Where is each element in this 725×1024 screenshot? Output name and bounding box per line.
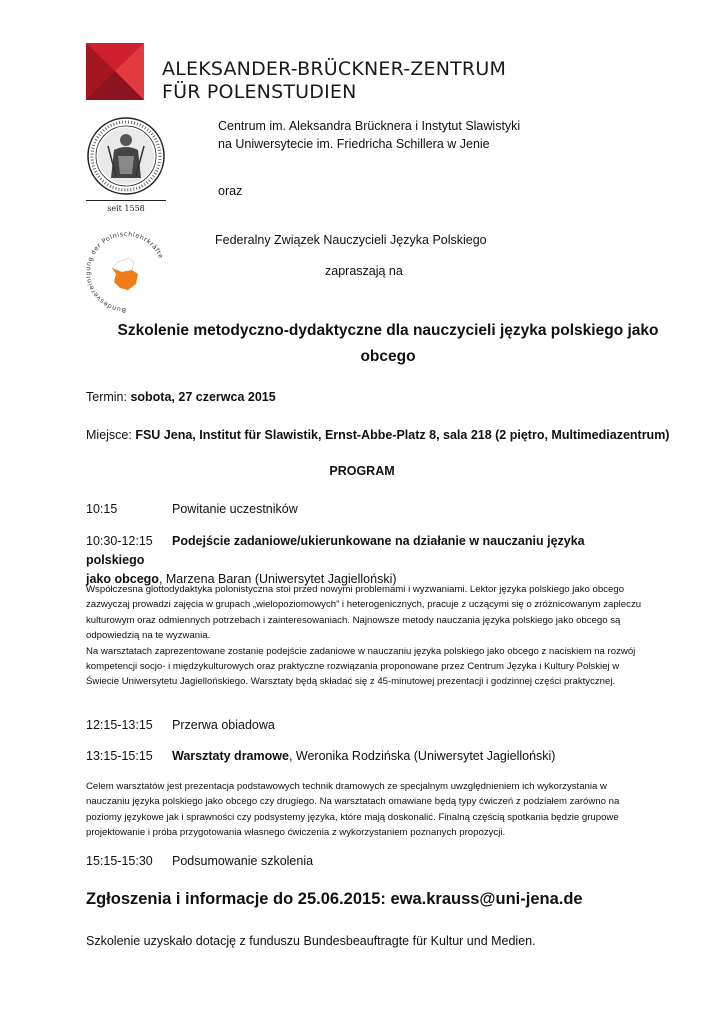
seal-divider	[86, 200, 166, 201]
funding-note: Szkolenie uzyskało dotację z funduszu Bundesbeauftragte für Kultur und Medien.	[86, 934, 536, 948]
date-label: Termin:	[86, 390, 131, 404]
program-item-welcome	[86, 502, 298, 516]
date-value: sobota, 27 czerwca 2015	[130, 390, 276, 404]
registration-contact: Zgłoszenia i informacje do 25.06.2015: ewa.krauss@uni-jena.de	[86, 890, 583, 908]
session1-desc-para2: Na warsztatach zaprezentowane zostanie podejście zadaniowe w nauczaniu języka polskiego jako obcego z naciskiem na rozwój kompetencji socjo- i międzykulturowych oraz praktyczne rozwiązania proponowane przez Centrum Języka i Kultury Polskiej w Świecie Uniwersytetu Jagiellońskiego. Warsztaty będą składać się z 45-minutowej prezentacji i godzinnej części praktycznej.	[86, 645, 636, 688]
place-label: Miejsce:	[86, 428, 136, 442]
session2-title: Warsztaty dramowe	[172, 749, 289, 763]
session2-speaker: , Weronika Rodzińska (Uniwersytet Jagielloński)	[288, 749, 556, 763]
event-place	[86, 428, 669, 442]
program-time: 15:15-15:30	[86, 854, 153, 868]
association-logo	[82, 228, 170, 316]
university-seal	[86, 116, 166, 206]
program-item-lunch	[86, 718, 275, 732]
organizer-line1: Centrum im. Aleksandra Brücknera i Instytut Slawistyki	[218, 119, 521, 133]
brand-line2: FÜR POLENSTUDIEN	[162, 81, 357, 103]
association-logo-text: Bundesvereinigung der Polnischlehrkräfte	[84, 230, 165, 314]
association-name: Federalny Związek Nauczycieli Języka Polskiego	[215, 233, 487, 247]
organizer-line2: na Uniwersytecie im. Friedricha Schillera w Jenie	[218, 137, 490, 151]
program-text: Przerwa obiadowa	[172, 718, 275, 732]
program-time: 10:30-12:15	[86, 534, 153, 548]
event-title-line1: Szkolenie metodyczno-dydaktyczne dla nauczycieli języka polskiego jako	[117, 322, 659, 339]
session1-description	[86, 582, 646, 690]
brand-line1: ALEKSANDER-BRÜCKNER-ZENTRUM	[162, 58, 507, 80]
program-item-summary	[86, 854, 313, 868]
program-time: 10:15	[86, 502, 118, 516]
event-date	[86, 390, 276, 404]
seal-caption: seit 1558	[107, 204, 145, 213]
event-title	[86, 318, 690, 370]
program-text: Podsumowanie szkolenia	[172, 854, 314, 868]
program-item-session2	[86, 749, 555, 763]
session2-description	[86, 779, 646, 841]
session2-desc-para: Celem warsztatów jest prezentacja podstawowych technik dramowych ze specjalnym uwzględnieniem ich wykorzystania w nauczaniu języka polskiego jako obcego czy drugiego. Na warsztatach omawiane będą typy ćwiczeń z podziałem zarówno na poziomy językowe jak i sprawności czy podsystemy języka, które mają doskonalić. Finalną częścią spotkania będzie grupowe projektowanie i próba przygotowania własnego ćwiczenia z wykorzystaniem poznanych propozycji.	[86, 781, 620, 839]
session1-desc-para1: Współczesna glottodydaktyka polonistyczna stoi przed nowymi problemami i wyzwaniami. Lektor języka polskiego jako obcego zazwyczaj prowadzi zajęcia w grupach „wielopoziomowych” i heterogenicznych, pracuje z uczącymi się o zróżnicowanym zapleczu kulturowym oraz odmiennych potrzebach i zainteresowaniach. Najnowsze metody nauczania języka polskiego jako obcego są odpowiedzią na te wyzwania.	[86, 584, 642, 642]
event-title-line2: obcego	[360, 348, 416, 365]
conjunction: oraz	[218, 184, 243, 198]
brand-name	[162, 58, 506, 104]
program-text: Powitanie uczestników	[172, 502, 298, 516]
program-time: 13:15-15:15	[86, 749, 153, 763]
session1-title-part1: Podejście zadaniowe/ukierunkowane na działanie w nauczaniu języka polskiego	[86, 534, 585, 567]
session1-title-part2: jako obcego	[86, 572, 159, 586]
program-item-session1	[86, 532, 646, 589]
abz-logo	[86, 43, 144, 100]
session1-speaker: , Marzena Baran (Uniwersytet Jagielloński)	[158, 572, 397, 586]
program-heading: PROGRAM	[329, 464, 395, 478]
invite-text: zapraszają na	[325, 264, 403, 278]
place-value: FSU Jena, Institut für Slawistik, Ernst-Abbe-Platz 8, sala 218 (2 piętro, Multimediazentrum)	[135, 428, 670, 442]
program-time: 12:15-13:15	[86, 718, 153, 732]
organizer-text	[218, 117, 520, 153]
